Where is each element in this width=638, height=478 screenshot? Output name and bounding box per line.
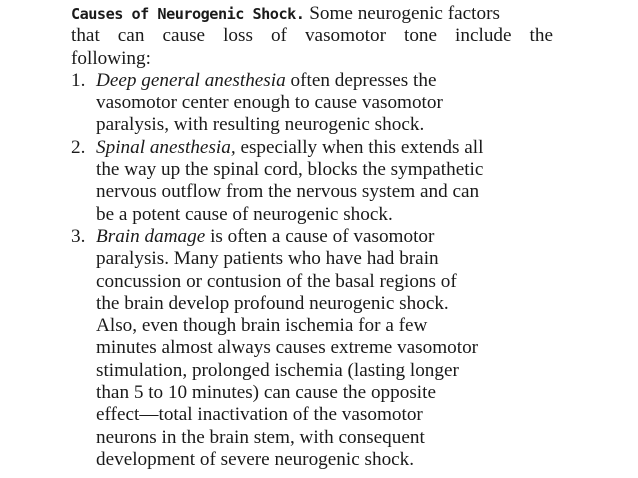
list-item-line: be a potent cause of neurogenic shock.	[96, 203, 393, 225]
list-item-number: 1.	[71, 69, 86, 91]
list-item-text: especially when this extends all	[235, 136, 484, 158]
list-item-line: development of severe neurogenic shock.	[96, 448, 415, 470]
list-item-line: neurons in the brain stem, with consequent	[96, 426, 425, 448]
list-item-line: stimulation, prolonged ischemia (lasting longer	[96, 359, 459, 381]
section-heading: Causes of Neurogenic Shock.	[71, 5, 305, 23]
list-item-line: minutes almost always causes extreme vasomotor	[96, 337, 479, 359]
list-item-first-line	[71, 137, 553, 159]
intro-line	[71, 3, 553, 25]
intro-line: that can cause loss of vasomotor tone include the	[71, 25, 553, 47]
list-item-first-line	[71, 226, 553, 248]
list-item-line: vasomotor center enough to cause vasomotor	[96, 92, 443, 114]
list-item-term: Spinal anesthesia,	[96, 136, 236, 158]
list-item-number: 3.	[71, 225, 86, 247]
list-item-term: Deep general anesthesia	[96, 69, 286, 91]
list-item-number: 2.	[71, 136, 86, 158]
list-item	[71, 137, 553, 226]
document-page	[71, 3, 553, 471]
intro-line: following:	[71, 47, 151, 69]
list-item-first-line	[71, 70, 553, 92]
list-item-line: the brain develop profound neurogenic shock.	[96, 292, 449, 314]
list-item-term: Brain damage	[96, 225, 206, 247]
list-item-line: effect—total inactivation of the vasomotor	[96, 404, 423, 426]
list-item-line: paralysis. Many patients who have had brain	[96, 248, 439, 270]
intro-text: Some neurogenic factors	[304, 3, 500, 24]
list-item-line: paralysis, with resulting neurogenic shock.	[96, 114, 425, 136]
list-item-text: often depresses the	[285, 69, 437, 91]
list-item-line: Also, even though brain ischemia for a few	[96, 315, 428, 337]
list-item	[71, 226, 553, 471]
list-item-text: is often a cause of vasomotor	[205, 225, 435, 247]
list-item-line: nervous outflow from the nervous system and can	[96, 181, 480, 203]
list-item-line: the way up the spinal cord, blocks the sympathetic	[96, 159, 484, 181]
list-item	[71, 70, 553, 137]
list-item-line: concussion or contusion of the basal regions of	[96, 270, 457, 292]
list-item-line: than 5 to 10 minutes) can cause the opposite	[96, 382, 436, 404]
